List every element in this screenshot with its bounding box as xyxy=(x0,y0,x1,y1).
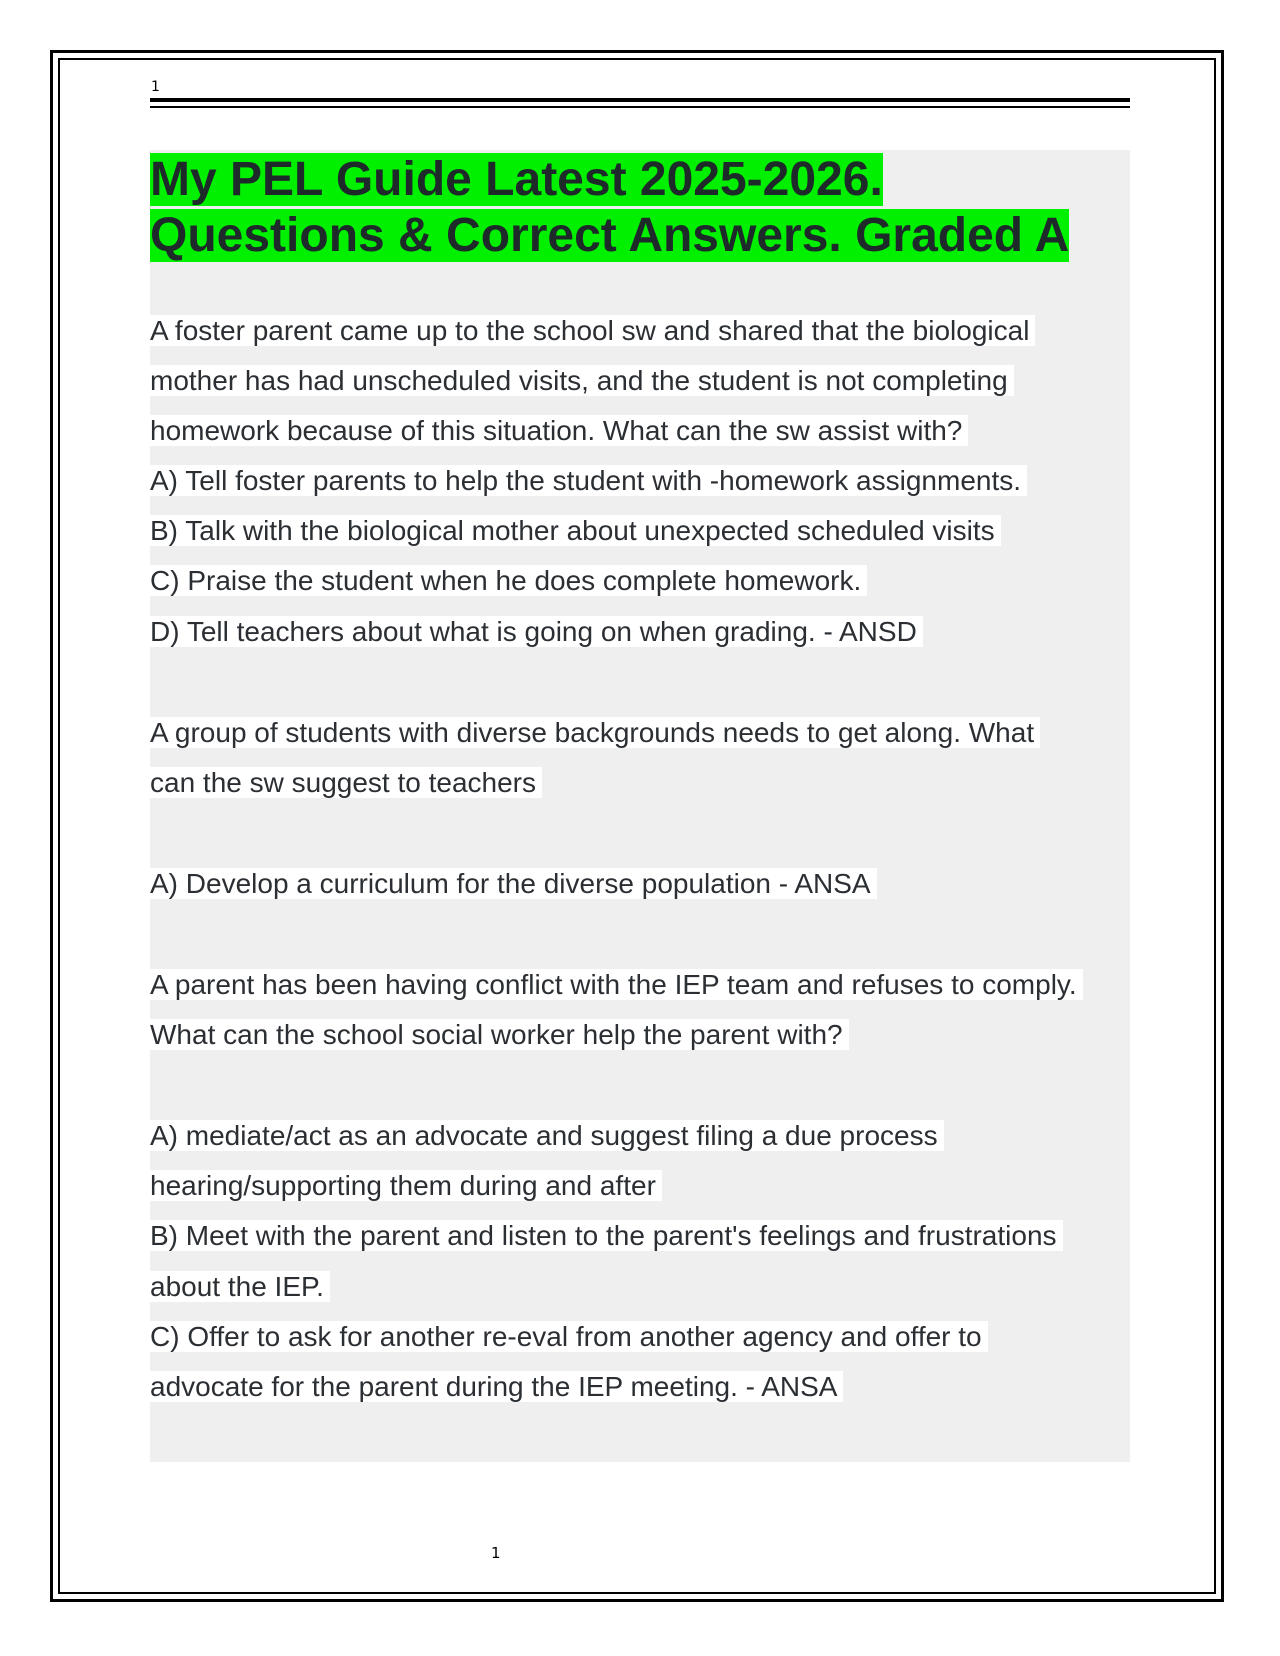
question-2-line-2: can the sw suggest to teachers xyxy=(150,765,542,801)
question-2-option-a: A) Develop a curriculum for the diverse population - ANSA xyxy=(150,866,877,902)
question-3-line-2: What can the school social worker help the parent with? xyxy=(150,1017,849,1053)
question-3-option-c-line-2: advocate for the parent during the IEP meeting. - ANSA xyxy=(150,1369,843,1405)
footer-page-number: 1 xyxy=(491,1544,501,1562)
question-1-option-a: A) Tell foster parents to help the student with -homework assignments. xyxy=(150,463,1027,499)
header-rule-thin xyxy=(150,106,1130,108)
question-3-option-b-line-1: B) Meet with the parent and listen to the parent's feelings and frustrations xyxy=(150,1218,1063,1254)
title-line-2: Questions & Correct Answers. Graded A xyxy=(150,209,1070,262)
question-1-line-2: mother has had unscheduled visits, and the student is not completing xyxy=(150,363,1014,399)
question-3-line-1: A parent has been having conflict with the IEP team and refuses to comply. xyxy=(150,967,1083,1003)
question-1-line-1: A foster parent came up to the school sw and shared that the biological xyxy=(150,313,1035,349)
question-3-option-b-line-2: about the IEP. xyxy=(150,1269,330,1305)
document-title xyxy=(150,152,1150,264)
question-1-option-d: D) Tell teachers about what is going on when grading. - ANSD xyxy=(150,614,923,650)
title-line-1: My PEL Guide Latest 2025-2026. xyxy=(150,153,883,206)
question-2-line-1: A group of students with diverse backgrounds needs to get along. What xyxy=(150,715,1040,751)
question-3-option-a-line-2: hearing/supporting them during and after xyxy=(150,1168,662,1204)
header-page-number: 1 xyxy=(151,79,160,95)
question-3-option-a-line-1: A) mediate/act as an advocate and suggest filing a due process xyxy=(150,1118,944,1154)
question-1-option-b: B) Talk with the biological mother about unexpected scheduled visits xyxy=(150,513,1001,549)
header-rule-thick xyxy=(150,98,1130,102)
question-1-line-3: homework because of this situation. What can the sw assist with? xyxy=(150,413,968,449)
question-3-option-c-line-1: C) Offer to ask for another re-eval from another agency and offer to xyxy=(150,1319,988,1355)
question-1-option-c: C) Praise the student when he does complete homework. xyxy=(150,563,867,599)
